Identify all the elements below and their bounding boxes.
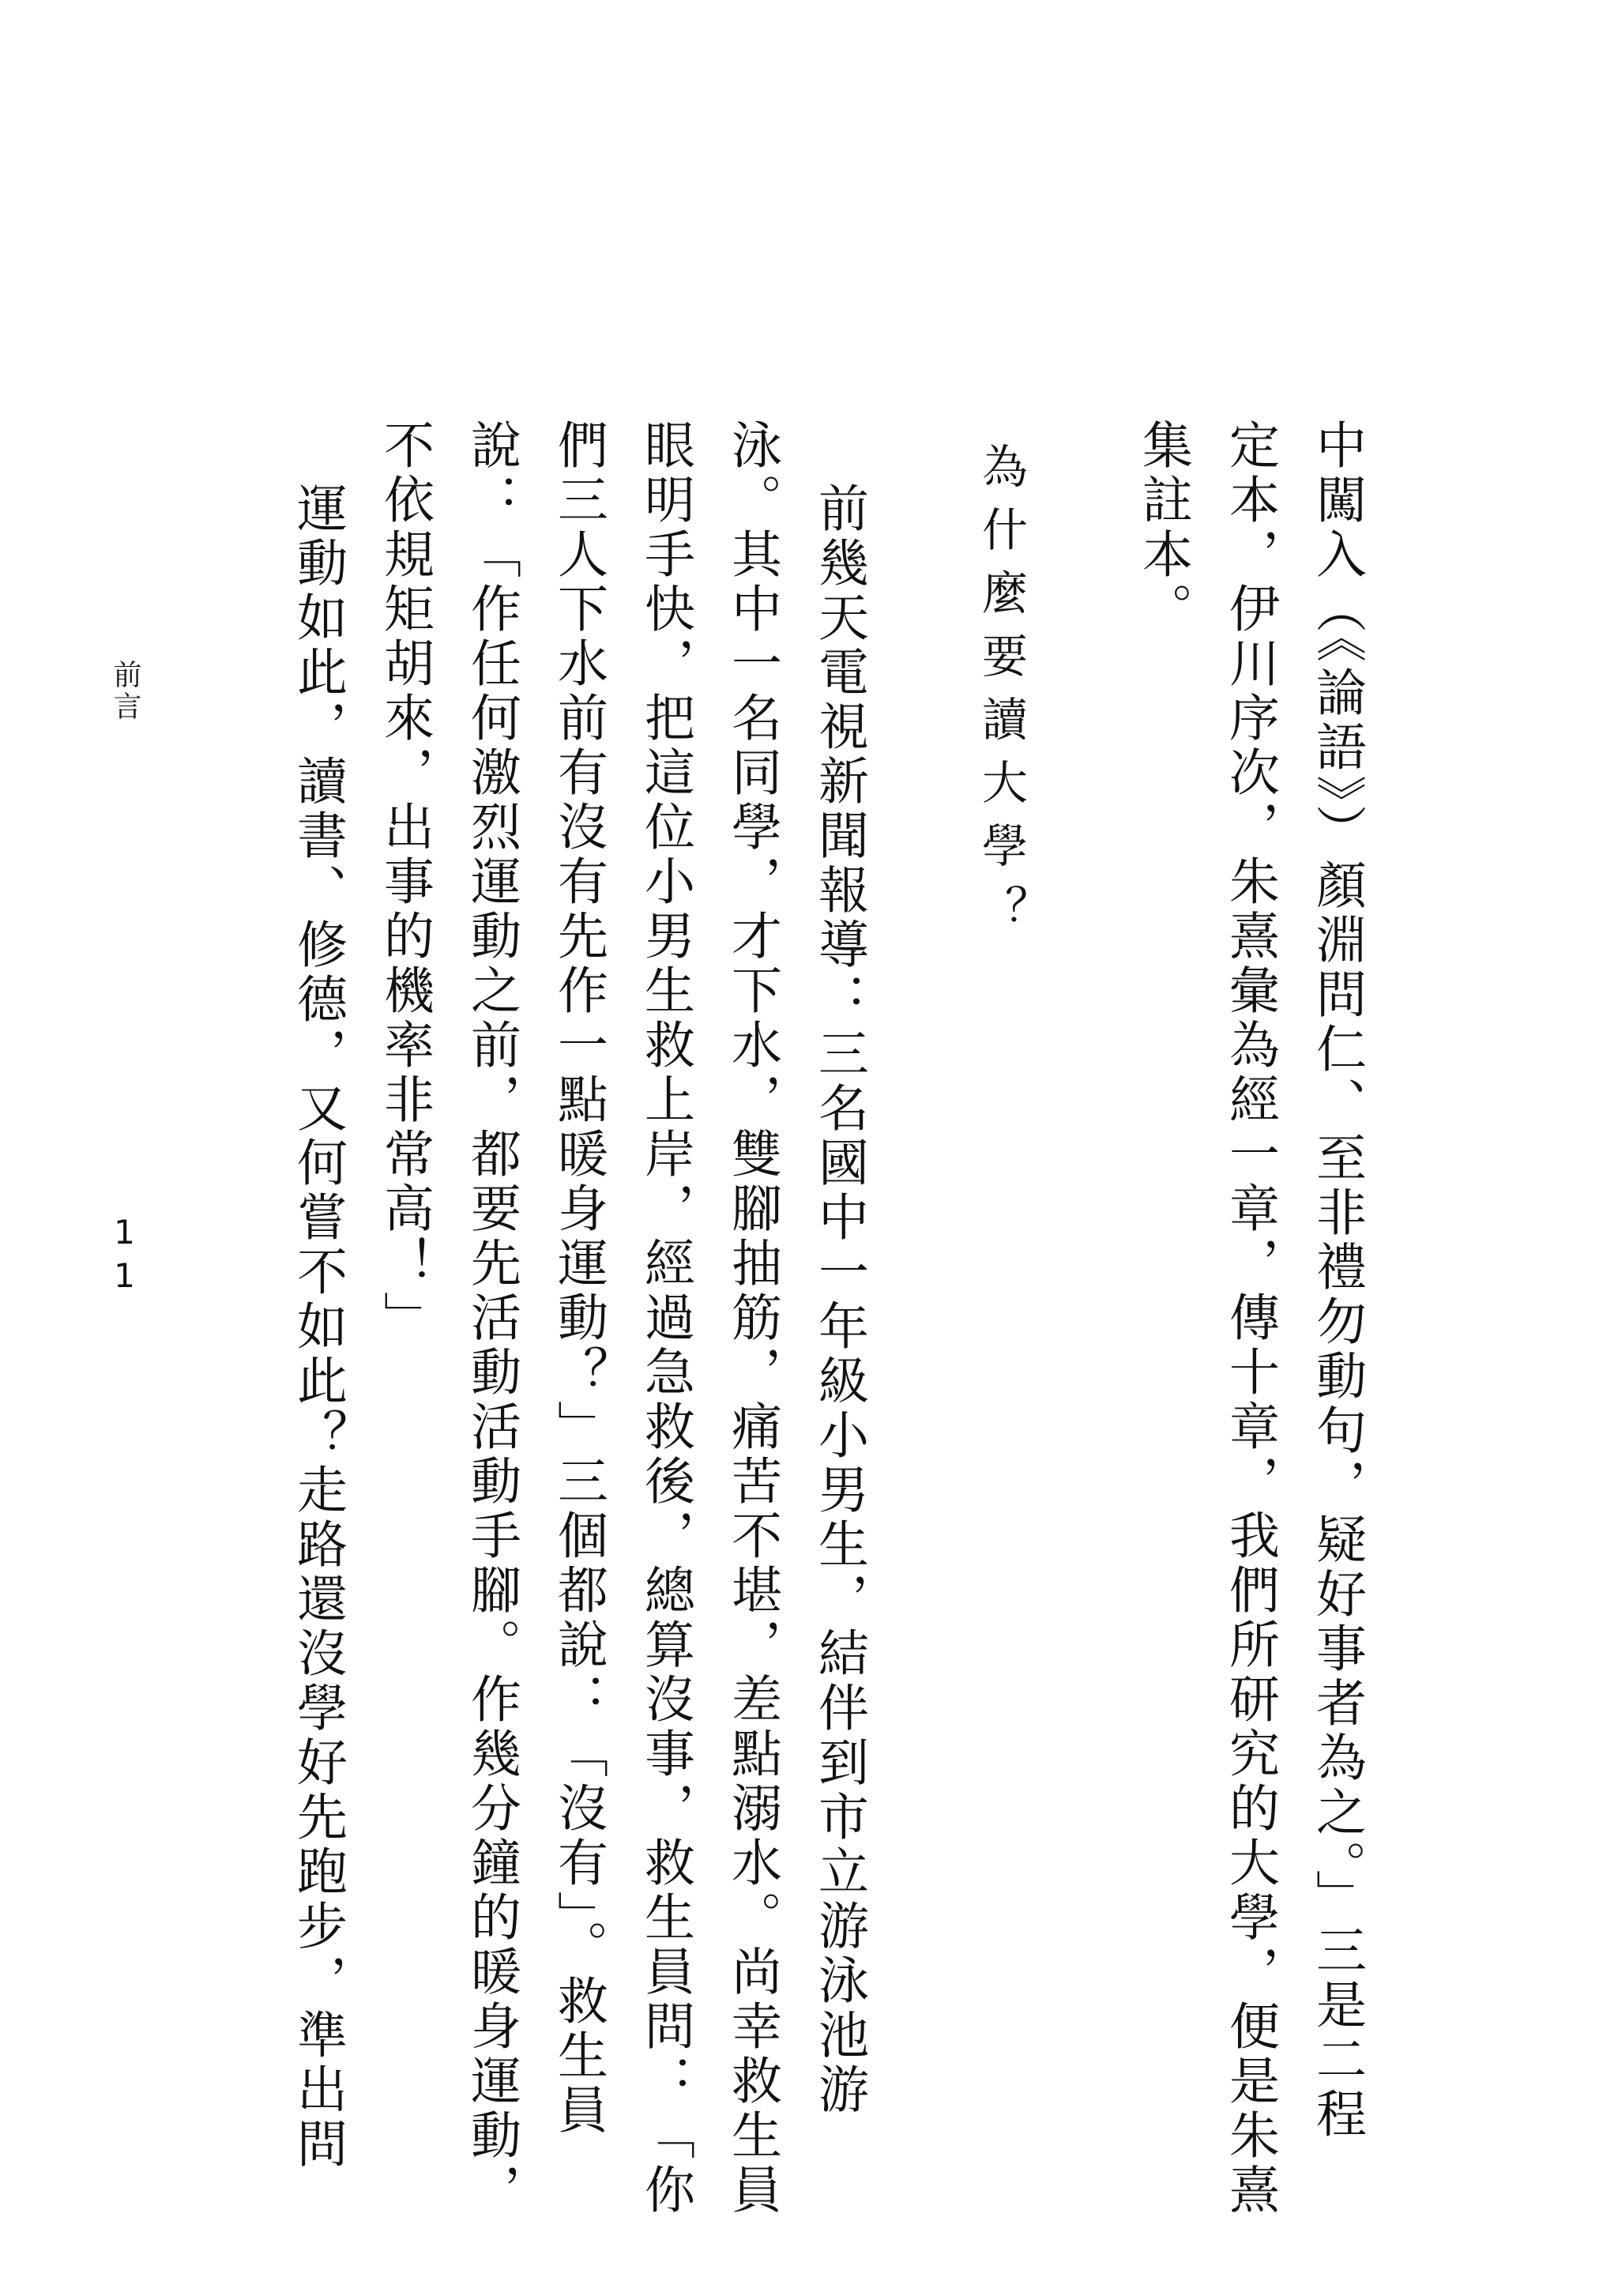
text-line: 不依規矩胡來，出事的機率非常高！」 bbox=[375, 419, 434, 1346]
text-line: 運動如此，讀書、修德，又何嘗不如此？走路還沒學好先跑步，準出問 bbox=[288, 482, 347, 2172]
text-line: 集註本。 bbox=[1134, 419, 1192, 637]
text-line: 定本，伊川序次，朱熹彙為經一章，傳十章，我們所研究的大學，便是朱熹 bbox=[1221, 419, 1279, 2218]
section-heading: 為什麼要讀大學？ bbox=[974, 442, 1028, 948]
text-line: 前幾天電視新聞報導：三名國中一年級小男生，結伴到市立游泳池游 bbox=[810, 482, 868, 2117]
page-number: 11 bbox=[105, 1213, 144, 1300]
text-line: 說：「作任何激烈運動之前，都要先活動活動手腳。作幾分鐘的暖身運動， bbox=[462, 419, 521, 2218]
text-line: 中闖入（《論語》）顏淵問仁、至非禮勿動句，疑好事者為之。」三是二程 bbox=[1308, 419, 1366, 2142]
text-line: 眼明手快，把這位小男生救上岸，經過急救後，總算沒事，救生員問：「你 bbox=[636, 419, 694, 2218]
text-line: 泳。其中一名同學，才下水，雙腳抽筋，痛苦不堪，差點溺水。尚幸救生員 bbox=[723, 419, 781, 2218]
running-header: 前言 bbox=[109, 660, 141, 723]
text-line: 們三人下水前有沒有先作一點暖身運動？」三個都說：「沒有」。救生員 bbox=[549, 419, 608, 2138]
